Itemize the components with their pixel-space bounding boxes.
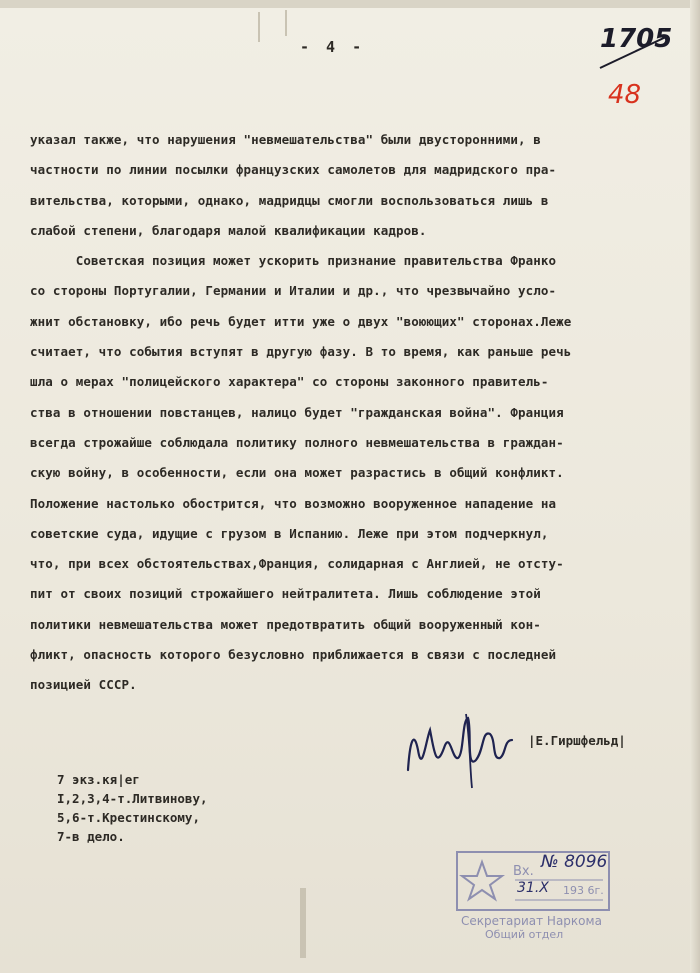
body-line: ства в отношении повстанцев, налицо будет "гражданская война". Франция <box>30 404 564 420</box>
body-line: фликт, опасность которого безусловно приближается в связи с последней <box>30 647 557 663</box>
body-line: Положение настолько обострится, что возможно вооруженное нападение на <box>30 495 557 511</box>
archive-number-handwritten: 1705 <box>600 24 673 54</box>
body-line: скую войну, в особенности, если она может разрастись в общий конфликт. <box>30 465 564 481</box>
body-line: шла о мерах "полицейского характера" со стороны законного правитель- <box>30 374 549 390</box>
body-line: Советская позиция может ускорить признание правительства Франко <box>30 253 557 269</box>
red-folio-number: 48 <box>608 80 642 110</box>
stamp-org-line2: Общий отдел <box>485 928 564 941</box>
stamp-number: № 8096 <box>541 852 608 872</box>
paper-crease <box>300 888 306 958</box>
distribution-line: 7-в дело. <box>57 829 125 844</box>
scan-top-edge <box>0 0 700 8</box>
body-line: пит от своих позиций строжайшего нейтралитета. Лишь соблюдение этой <box>30 586 541 602</box>
body-line: со стороны Португалии, Германии и Италии и др., что чрезвычайно усло- <box>30 283 557 299</box>
body-line: слабой степени, благодаря малой квалификации кадров. <box>30 222 427 238</box>
handwritten-signature <box>400 700 520 795</box>
paper-mark <box>285 10 287 36</box>
letter-body <box>30 125 682 701</box>
body-line: позицией СССР. <box>30 677 137 693</box>
body-line: советские суда, идущие с грузом в Испанию. Леже при этом подчеркнул, <box>30 525 549 541</box>
paper-mark <box>258 12 260 42</box>
body-line: всегда строжайше соблюдала политику полного невмешательства в граждан- <box>30 434 564 450</box>
body-line: что, при всех обстоятельствах,Франция, солидарная с Англией, не отсту- <box>30 556 564 572</box>
stamp-year: 193 6г. <box>563 884 604 897</box>
body-line: частности по линии посылки французских самолетов для мадридского пра- <box>30 162 557 178</box>
signature-name: |Е.Гиршфельд| <box>528 733 626 748</box>
body-line: считает, что события вступят в другую фазу. В то время, как раньше речь <box>30 344 572 360</box>
distribution-line: 7 экз.кя|ег <box>57 772 140 787</box>
distribution-line: I,2,3,4-т.Литвинову, <box>57 791 208 806</box>
strike-through-mark <box>598 30 678 80</box>
distribution-line: 5,6-т.Крестинскому, <box>57 810 200 825</box>
page-number: - 4 - <box>300 38 366 56</box>
distribution-list <box>57 770 208 846</box>
body-line: политики невмешательства может предотвратить общий вооруженный кон- <box>30 616 541 632</box>
body-line: указал также, что нарушения "невмешательства" были двусторонними, в <box>30 132 541 147</box>
registration-stamp <box>455 848 615 943</box>
body-line: вительства, которыми, однако, мадридцы смогли воспользоваться лишь в <box>30 192 549 208</box>
stamp-incoming-label: Вх. <box>513 864 534 879</box>
scan-right-edge <box>690 0 700 973</box>
stamp-date: 31.X <box>517 880 549 896</box>
body-line: жнит обстановку, ибо речь будет итти уже о двух "воюющих" сторонах.Леже <box>30 313 572 329</box>
stamp-org-line1: Секретариат Наркома <box>461 914 602 928</box>
